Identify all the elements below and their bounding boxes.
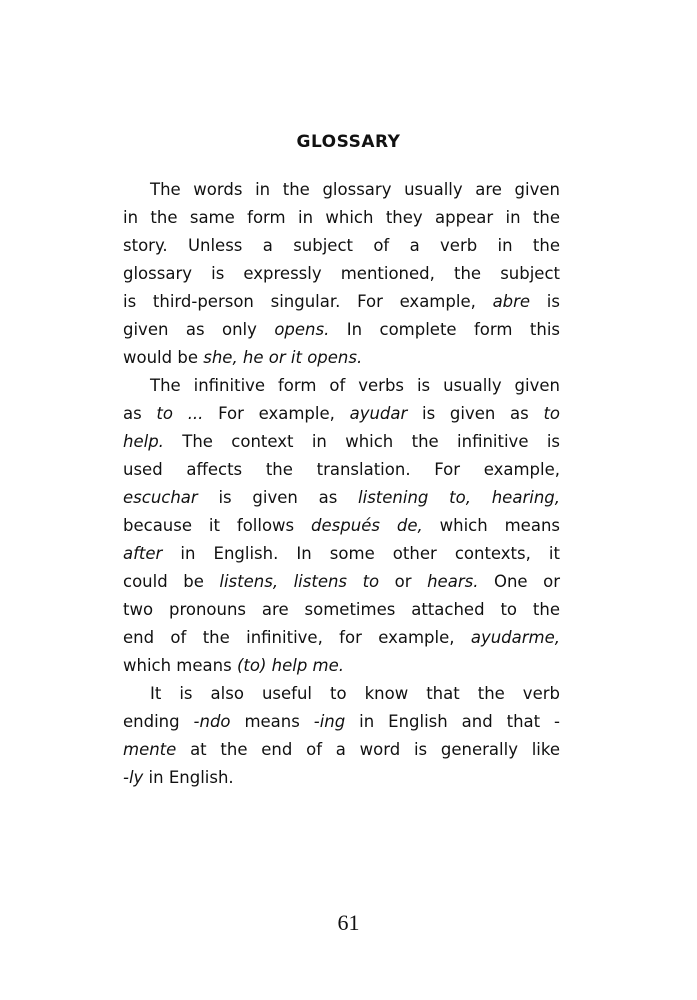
text-segment: could be bbox=[123, 572, 220, 591]
text-line bbox=[123, 232, 560, 260]
text-segment: in English. In some other contexts, it bbox=[162, 544, 560, 563]
text-segment: The infinitive form of verbs is usually given bbox=[150, 376, 560, 395]
text-line bbox=[123, 540, 560, 568]
italic-term: help. bbox=[123, 432, 164, 451]
text-line bbox=[123, 596, 560, 624]
text-segment: is bbox=[530, 292, 560, 311]
text-segment: in English. bbox=[143, 768, 234, 787]
text-line bbox=[123, 764, 560, 792]
text-segment: is given as bbox=[197, 488, 359, 507]
paragraph bbox=[123, 176, 560, 372]
text-segment: ending bbox=[123, 712, 194, 731]
text-segment: because it follows bbox=[123, 516, 312, 535]
text-segment: used affects the translation. For example, bbox=[123, 460, 560, 479]
text-line bbox=[123, 680, 560, 708]
paragraph bbox=[123, 372, 560, 680]
italic-term: después de, bbox=[311, 516, 423, 535]
text-line bbox=[123, 512, 560, 540]
text-segment: is given as bbox=[407, 404, 544, 423]
text-segment: It is also useful to know that the verb bbox=[150, 684, 560, 703]
text-segment: The context in which the infinitive is bbox=[163, 432, 560, 451]
italic-term: listening to, hearing, bbox=[358, 488, 560, 507]
italic-term: hears. bbox=[427, 572, 479, 591]
italic-term: abre bbox=[492, 292, 531, 311]
text-segment: as bbox=[123, 404, 157, 423]
italic-term: escuchar bbox=[123, 488, 198, 507]
italic-term: to bbox=[543, 404, 561, 423]
italic-term: to ... bbox=[156, 404, 204, 423]
text-segment: In complete form this bbox=[329, 320, 561, 339]
italic-term: after bbox=[123, 544, 163, 563]
text-line bbox=[123, 400, 560, 428]
text-line bbox=[123, 288, 560, 316]
text-line bbox=[123, 260, 560, 288]
italic-term: -ing bbox=[313, 712, 346, 731]
text-segment: One or bbox=[478, 572, 560, 591]
text-segment: is third-person singular. For example, bbox=[123, 292, 493, 311]
italic-term: she, he or it opens. bbox=[203, 348, 363, 367]
text-segment: which means bbox=[422, 516, 561, 535]
text-line bbox=[123, 568, 560, 596]
text-segment: which means bbox=[123, 656, 237, 675]
text-segment: story. Unless a subject of a verb in the bbox=[123, 236, 560, 255]
text-segment: For example, bbox=[203, 404, 350, 423]
text-segment: two pronouns are sometimes attached to the bbox=[123, 600, 560, 619]
text-line bbox=[123, 372, 560, 400]
italic-term: ayudarme, bbox=[470, 628, 560, 647]
text-line bbox=[123, 484, 560, 512]
paragraph bbox=[123, 680, 560, 792]
text-segment: in English and that - bbox=[345, 712, 560, 731]
text-segment: would be bbox=[123, 348, 204, 367]
italic-term: -ly bbox=[123, 768, 144, 787]
text-segment: at the end of a word is generally like bbox=[176, 740, 560, 759]
text-line bbox=[123, 316, 560, 344]
text-segment: end of the infinitive, for example, bbox=[123, 628, 471, 647]
text-segment: glossary is expressly mentioned, the subject bbox=[123, 264, 560, 283]
text-segment: given as only bbox=[123, 320, 275, 339]
page-title: GLOSSARY bbox=[296, 132, 401, 152]
glossary-intro-text bbox=[123, 176, 560, 792]
text-line bbox=[123, 428, 560, 456]
italic-term: -ndo bbox=[193, 712, 231, 731]
text-line bbox=[123, 176, 560, 204]
text-segment: or bbox=[379, 572, 428, 591]
text-line bbox=[123, 456, 560, 484]
italic-term: (to) help me. bbox=[236, 656, 345, 675]
text-segment: The words in the glossary usually are given bbox=[150, 180, 560, 199]
text-line bbox=[123, 344, 560, 372]
italic-term: opens. bbox=[274, 320, 330, 339]
text-line bbox=[123, 736, 560, 764]
italic-term: ayudar bbox=[349, 404, 408, 423]
text-line bbox=[123, 708, 560, 736]
text-line bbox=[123, 624, 560, 652]
page-number: 61 bbox=[337, 910, 360, 935]
italic-term: mente bbox=[123, 740, 177, 759]
text-line bbox=[123, 204, 560, 232]
italic-term: listens, listens to bbox=[219, 572, 380, 591]
text-segment: means bbox=[230, 712, 314, 731]
text-segment: in the same form in which they appear in the bbox=[123, 208, 560, 227]
text-line bbox=[123, 652, 560, 680]
